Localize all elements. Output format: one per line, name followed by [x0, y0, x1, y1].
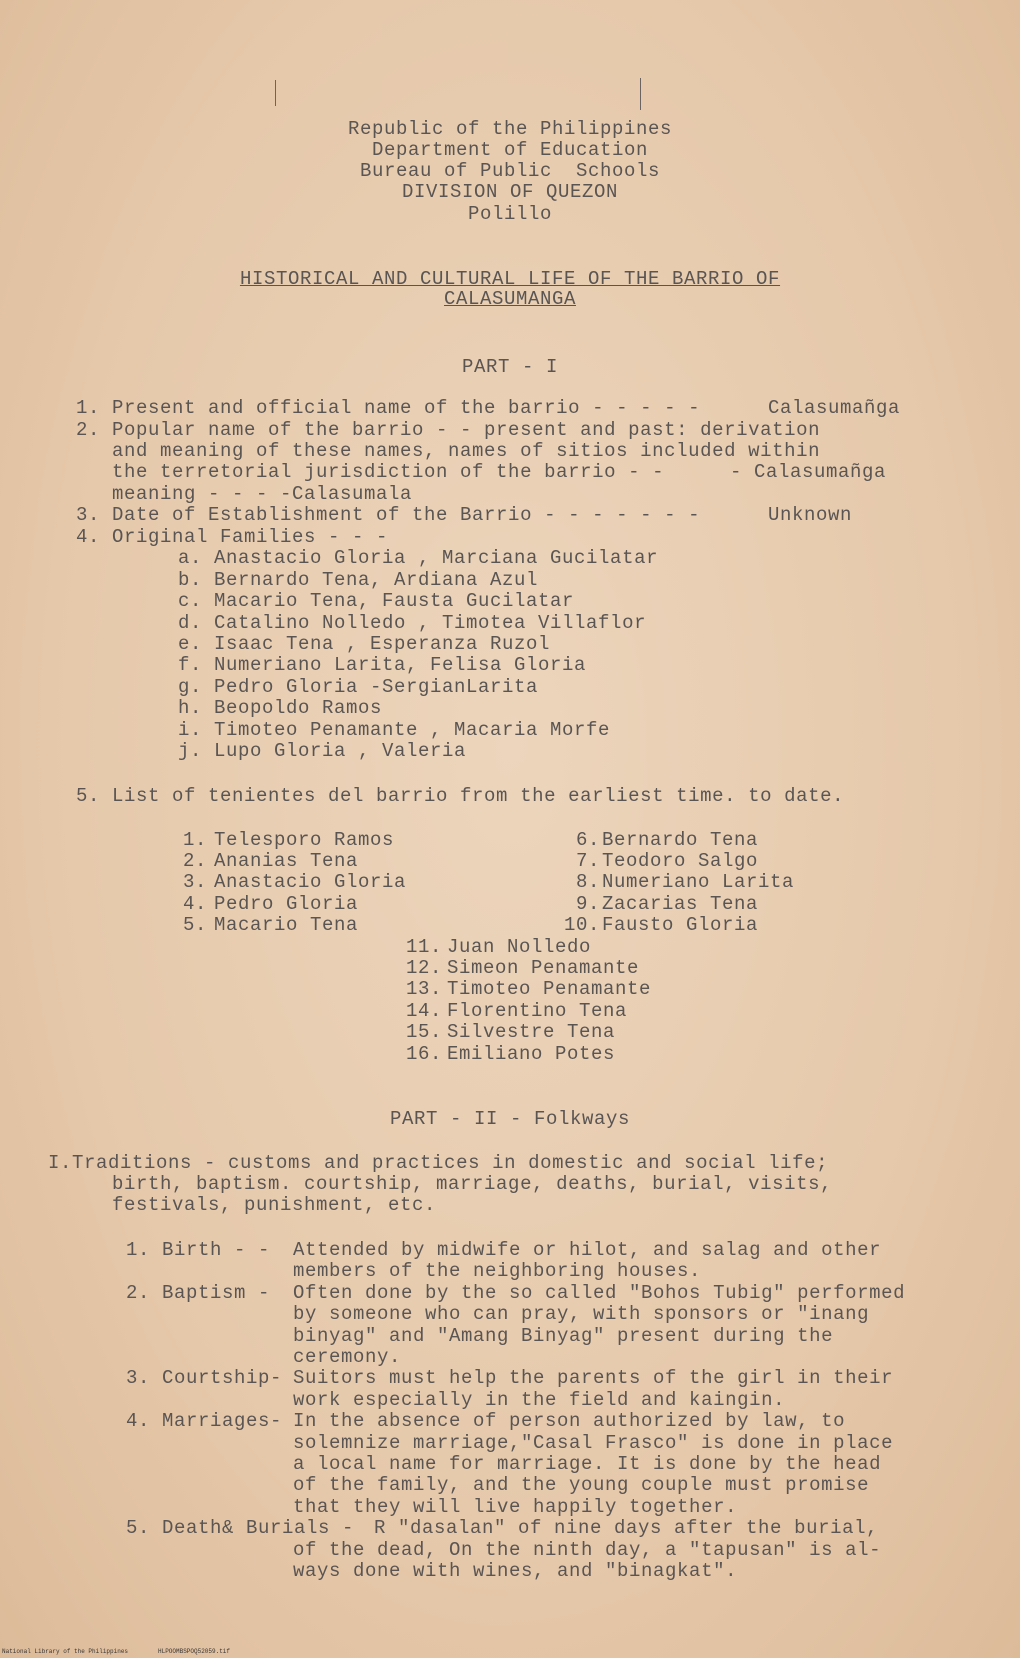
header-republic: Republic of the Philippines — [347, 118, 673, 140]
q3-text: Date of Establishment of the Barrio - - - - - - - — [112, 504, 701, 526]
family-names: Macario Tena, Fausta Gucilatar — [214, 590, 575, 612]
birth-line: members of the neighboring houses. — [293, 1260, 702, 1282]
teniente-name: Numeriano Larita — [602, 871, 795, 893]
family-letter: d. — [178, 612, 203, 634]
family-names: Bernardo Tena, Ardiana Azul — [214, 569, 539, 591]
part1-heading: PART - I — [461, 356, 558, 378]
header-department: Department of Education — [371, 139, 649, 161]
teniente-name: Silvestre Tena — [447, 1021, 616, 1043]
teniente-name: Teodoro Salgo — [602, 850, 759, 872]
teniente-number: 13. — [405, 978, 442, 1000]
marriage-line: solemnize marriage,"Casal Frasco" is done in place — [293, 1432, 894, 1454]
document-title-barrio: CALASUMANGA — [443, 288, 577, 310]
q2-line: Popular name of the barrio - - present and past: derivation — [112, 419, 821, 441]
teniente-name: Telesporo Ramos — [214, 829, 395, 851]
q2-line: the terretorial jurisdiction of the barrio - - — [112, 461, 665, 483]
teniente-number: 10. — [563, 914, 600, 936]
header-town: Polillo — [467, 203, 552, 225]
q1-answer: Calasumañga — [768, 397, 901, 419]
family-letter: j. — [178, 740, 203, 762]
family-letter: g. — [178, 676, 203, 698]
family-letter: a. — [178, 547, 203, 569]
teniente-number: 1. — [182, 829, 207, 851]
header-division: DIVISION OF QUEZON — [401, 181, 619, 203]
teniente-name: Timoteo Penamante — [447, 978, 652, 1000]
teniente-number: 11. — [405, 936, 442, 958]
family-names: Anastacio Gloria , Marciana Gucilatar — [214, 547, 659, 569]
baptism-line: Often done by the so called "Bohos Tubig" performed — [293, 1282, 906, 1304]
family-names: Lupo Gloria , Valeria — [214, 740, 467, 762]
baptism-line: ceremony. — [293, 1346, 402, 1368]
family-names: Beopoldo Ramos — [214, 697, 383, 719]
marriage-line: a local name for marriage. It is done by the head — [293, 1453, 882, 1475]
family-names: Isaac Tena , Esperanza Ruzol — [214, 633, 551, 655]
baptism-line: by someone who can pray, with sponsors or "inang — [293, 1303, 870, 1325]
family-letter: e. — [178, 633, 203, 655]
teniente-name: Bernardo Tena — [602, 829, 759, 851]
teniente-name: Ananias Tena — [214, 850, 359, 872]
teniente-name: Zacarias Tena — [602, 893, 759, 915]
q2-answer: - Calasumañga — [730, 461, 887, 483]
baptism-label: 2. Baptism - — [126, 1282, 271, 1304]
teniente-name: Anastacio Gloria — [214, 871, 407, 893]
family-letter: c. — [178, 590, 203, 612]
teniente-number: 4. — [182, 893, 207, 915]
teniente-number: 6. — [575, 829, 600, 851]
family-names: Catalino Nolledo , Timotea Villaflor — [214, 612, 647, 634]
family-names: Pedro Gloria -SergianLarita — [214, 676, 539, 698]
family-names: Timoteo Penamante , Macaria Morfe — [214, 719, 611, 741]
teniente-number: 7. — [575, 850, 600, 872]
header-bureau: Bureau of Public Schools — [359, 160, 661, 182]
q2-line: meaning - - - -Calasumala — [112, 483, 413, 505]
teniente-name: Simeon Penamante — [447, 957, 640, 979]
teniente-number: 12. — [405, 957, 442, 979]
teniente-number: 2. — [182, 850, 207, 872]
part2-heading: PART - II - Folkways — [389, 1108, 631, 1130]
teniente-name: Emiliano Potes — [447, 1043, 616, 1065]
q4-number: 4. — [76, 526, 101, 548]
courtship-line: Suitors must help the parents of the girl in their — [293, 1367, 894, 1389]
traditions-line: birth, baptism. courtship, marriage, deaths, burial, visits, — [112, 1173, 833, 1195]
ink-mark — [275, 80, 276, 106]
footer-file: HLPOOMBSPOQ52059.tif — [158, 1648, 231, 1655]
q1-text: Present and official name of the barrio - - - - - — [112, 397, 701, 419]
teniente-name: Florentino Tena — [447, 1000, 628, 1022]
teniente-number: 3. — [182, 871, 207, 893]
document-title: HISTORICAL AND CULTURAL LIFE OF THE BARRIO OF — [239, 268, 781, 290]
marriage-line: that they will live happily together. — [293, 1496, 738, 1518]
family-letter: h. — [178, 697, 203, 719]
teniente-number: 5. — [182, 914, 207, 936]
courtship-line: work especially in the field and kaingin. — [293, 1389, 786, 1411]
teniente-name: Macario Tena — [214, 914, 359, 936]
death-line: ways done with wines, and "binagkat". — [293, 1560, 738, 1582]
family-names: Numeriano Larita, Felisa Gloria — [214, 654, 587, 676]
q5-number: 5. — [76, 785, 101, 807]
q2-number: 2. — [76, 419, 101, 441]
marriage-line: In the absence of person authorized by law, to — [293, 1410, 846, 1432]
birth-line: Attended by midwife or hilot, and salag and other — [293, 1239, 882, 1261]
teniente-name: Juan Nolledo — [447, 936, 592, 958]
marriage-label: 4. Marriages- — [126, 1410, 283, 1432]
courtship-label: 3. Courtship- — [126, 1367, 283, 1389]
death-label: 5. Death& Burials - — [126, 1517, 355, 1539]
q2-line: and meaning of these names, names of sitios included within — [112, 440, 821, 462]
baptism-line: binyag" and "Amang Binyag" present during the — [293, 1325, 834, 1347]
teniente-name: Fausto Gloria — [602, 914, 759, 936]
traditions-line: I.Traditions - customs and practices in domestic and social life; — [48, 1152, 829, 1174]
q3-answer: Unknown — [768, 504, 853, 526]
q3-number: 3. — [76, 504, 101, 526]
teniente-name: Pedro Gloria — [214, 893, 359, 915]
q5-text: List of tenientes del barrio from the earliest time. to date. — [112, 785, 845, 807]
marriage-line: of the family, and the young couple must promise — [293, 1474, 870, 1496]
teniente-number: 14. — [405, 1000, 442, 1022]
footer-library: National Library of the Philippines — [2, 1648, 129, 1655]
teniente-number: 9. — [575, 893, 600, 915]
death-line: of the dead, On the ninth day, a "tapusan" is al- — [293, 1539, 882, 1561]
family-letter: b. — [178, 569, 203, 591]
traditions-line: festivals, punishment, etc. — [112, 1194, 437, 1216]
death-line: R "dasalan" of nine days after the burial, — [374, 1517, 879, 1539]
teniente-number: 16. — [405, 1043, 442, 1065]
q1-number: 1. — [76, 397, 101, 419]
birth-label: 1. Birth - - — [126, 1239, 271, 1261]
q4-text: Original Families - - - — [112, 526, 389, 548]
family-letter: f. — [178, 654, 203, 676]
teniente-number: 15. — [405, 1021, 442, 1043]
ink-mark — [640, 78, 641, 110]
teniente-number: 8. — [575, 871, 600, 893]
family-letter: i. — [178, 719, 203, 741]
